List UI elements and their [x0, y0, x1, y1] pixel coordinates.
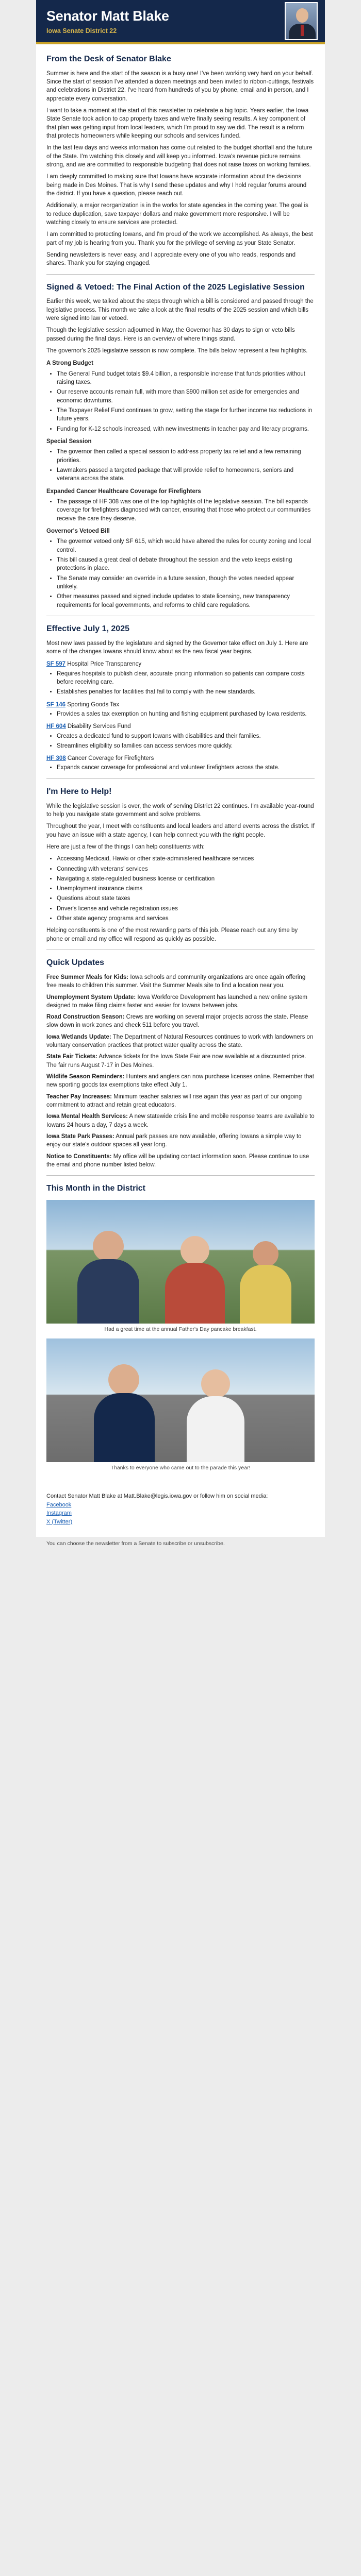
- effective-paragraph: Most new laws passed by the legislature and signed by the Governor take effect on July 1. Here are some of the changes Iowans should know about as the new fiscal year begins.: [46, 640, 308, 655]
- quick-update-title: Unemployment System Update:: [46, 994, 136, 1001]
- bill-title: Disability Services Fund: [67, 723, 131, 730]
- newsletter-footer: [36, 1487, 325, 1537]
- list-item: • Connecting with veterans' services: [57, 865, 315, 873]
- firefighter-heading: Expanded Cancer Healthcare Coverage for Firefighters: [46, 488, 201, 495]
- social-link-row: [46, 1510, 315, 1518]
- bill-link[interactable]: SF 146: [46, 701, 66, 708]
- senator-portrait: [285, 2, 318, 40]
- signed-paragraph: Though the legislative session adjourned in May, the Governor has 30 days to sign or veto bills passed during the final days. Here is an overview of where things stand.: [46, 327, 295, 342]
- signed-paragraph: Earlier this week, we talked about the steps through which a bill is considered and passed through the legislative process. This month we take a look at the final results of the 2025 session and which bills were signed into law or vetoed.: [46, 298, 314, 321]
- bill-link[interactable]: HF 604: [46, 723, 66, 730]
- photo-person: [94, 1393, 155, 1462]
- signed-paragraph: The governor's 2025 legislative session is now complete. The bills below represent a few highlights.: [46, 347, 308, 354]
- special-session-heading: Special Session: [46, 438, 92, 445]
- quick-update-text: Iowa Workforce Development has launched a new online system designed to make filing claims faster and easier for Iowans between jobs.: [46, 994, 308, 1009]
- desk-paragraph: In the last few days and weeks information has come out related to the budget shortfall and the future of the State. I'm watching this closely and will keep you informed. Iowa's revenue picture remains strong, and we are committed to responsible budgeting that does not raise taxes on working families.: [46, 145, 313, 168]
- list-item: • Funding for K-12 schools increased, with new investments in teacher pay and literacy programs.: [57, 425, 315, 433]
- divider: [46, 1175, 315, 1176]
- photo-person: [165, 1263, 225, 1324]
- photo-person: [201, 1369, 230, 1398]
- effective-title: Effective July 1, 2025: [46, 624, 129, 633]
- bill-list: [46, 732, 315, 751]
- list-item: • The Taxpayer Relief Fund continues to grow, setting the stage for further income tax reductions in future years.: [57, 406, 315, 423]
- photo-caption: Thanks to everyone who came out to the parade this year!: [110, 1465, 251, 1471]
- list-item: • The governor vetoed only SF 615, which would have altered the rules for county zoning and local control.: [57, 537, 315, 554]
- divider: [46, 778, 315, 779]
- photo-person: [93, 1231, 124, 1262]
- quick-update-title: Iowa State Park Passes:: [46, 1133, 114, 1140]
- special-session-list: [46, 448, 315, 483]
- quick-update-title: Iowa Mental Health Services:: [46, 1113, 128, 1120]
- list-item: • Unemployment insurance claims: [57, 885, 315, 893]
- quick-update: [46, 1013, 315, 1030]
- list-item: • Questions about state taxes: [57, 894, 315, 903]
- newsletter-header: [36, 0, 325, 44]
- district-photo: [46, 1200, 315, 1324]
- list-item: • Other measures passed and signed include updates to state licensing, new transparency requirements for local governments, and reforms to child care regulations.: [57, 592, 315, 609]
- help-list: [46, 855, 315, 923]
- list-item: • Lawmakers passed a targeted package that will provide relief to homeowners, seniors and veterans across the state.: [57, 466, 315, 483]
- bill-link[interactable]: HF 308: [46, 755, 66, 762]
- vetoed-list: [46, 537, 315, 609]
- unsubscribe-notice: You can choose the newsletter from a Senate to subscribe or unsubscribe.: [36, 1537, 325, 1551]
- list-item: • The governor then called a special session to address property tax relief and a few remaining priorities.: [57, 448, 315, 465]
- list-item: • Establishes penalties for facilities that fail to comply with the new standards.: [57, 688, 315, 696]
- quick-update-text: Crews are working on several major projects across the state. Please slow down in work zones and check 511 before you travel.: [46, 1014, 308, 1029]
- quick-update-text: Annual park passes are now available, offering Iowans a simple way to enjoy our state's outdoor spaces all year long.: [46, 1133, 302, 1148]
- list-item: • Our reserve accounts remain full, with more than $900 million set aside for emergencies and economic downturns.: [57, 388, 315, 405]
- desk-paragraph: Summer is here and the start of the season is a busy one! I've been working very hard on your behalf. Since the start of session I've attended a dozen meetings and been invited to ribbon-cuttings, festivals and celebrations in District 22. I've heard from hundreds of you by phone, email and in person, and I appreciate every conversation.: [46, 70, 314, 102]
- quick-updates-list: [46, 973, 315, 1170]
- list-item: • Driver's license and vehicle registration issues: [57, 905, 315, 913]
- quick-update: [46, 1073, 315, 1090]
- bill-list: [46, 670, 315, 697]
- quick-update-text: The Department of Natural Resources continues to work with landowners on voluntary conservation practices that protect water quality across the state.: [46, 1033, 314, 1049]
- list-item: • Navigating a state-regulated business license or certification: [57, 875, 315, 883]
- quick-update-title: State Fair Tickets:: [46, 1054, 97, 1060]
- quick-update-title: Free Summer Meals for Kids:: [46, 974, 129, 980]
- portrait-head: [296, 8, 308, 23]
- bill-heading: [46, 722, 315, 731]
- photo-person: [77, 1259, 139, 1324]
- help-paragraph: Throughout the year, I meet with constituents and local leaders and attend events across the district. If you have an issue with a state agency, I can help connect you with the right people.: [46, 823, 315, 838]
- quick-update: [46, 1033, 315, 1050]
- quick-update-title: Notice to Constituents:: [46, 1153, 112, 1160]
- quick-update: [46, 993, 315, 1010]
- senate-district: Iowa Senate District 22: [46, 27, 117, 35]
- social-link-row: [46, 1501, 315, 1510]
- photo-person: [253, 1241, 278, 1267]
- bill-title: Sporting Goods Tax: [67, 701, 120, 708]
- quick-update-text: My office will be updating contact information soon. Please continue to use the email and phone number listed below.: [46, 1153, 309, 1168]
- photo-person: [240, 1265, 291, 1324]
- help-paragraph: Helping constituents is one of the most rewarding parts of this job. Please reach out any time by phone or email and my office will respond as quickly as possible.: [46, 927, 298, 942]
- photo-caption: Had a great time at the annual Father's Day pancake breakfast.: [104, 1326, 257, 1333]
- bill-heading: [46, 660, 315, 668]
- senator-name: Senator Matt Blake: [46, 8, 169, 24]
- header-text: [46, 6, 169, 36]
- help-title: I'm Here to Help!: [46, 787, 112, 796]
- quick-update: [46, 1112, 315, 1129]
- contact-line: Contact Senator Matt Blake at Matt.Blake@legis.iowa.gov or follow him on social media:: [46, 1493, 268, 1499]
- divider: [46, 274, 315, 275]
- x-twitter-link[interactable]: X (Twitter): [46, 1518, 73, 1525]
- newsletter-body: [36, 44, 325, 1487]
- quick-update-title: Road Construction Season:: [46, 1014, 125, 1021]
- social-link-row: [46, 1518, 315, 1527]
- quick-update-title: Wildlife Season Reminders:: [46, 1074, 125, 1080]
- newsletter: [36, 0, 325, 1551]
- quick-update: [46, 1132, 315, 1149]
- list-item: • The Senate may consider an override in a future session, though the votes needed appear unlikely.: [57, 574, 315, 591]
- quick-update-title: Teacher Pay Increases:: [46, 1093, 112, 1100]
- instagram-link[interactable]: Instagram: [46, 1510, 72, 1517]
- list-item: • This bill caused a great deal of debate throughout the session and the veto keeps existing protections in place.: [57, 556, 315, 573]
- quick-update: [46, 973, 315, 990]
- photo-person: [187, 1396, 244, 1462]
- list-item: • Creates a dedicated fund to support Iowans with disabilities and their families.: [57, 732, 315, 740]
- portrait-tie: [301, 25, 304, 36]
- help-paragraph: While the legislative session is over, the work of serving District 22 continues. I'm available year-round to help you navigate state government and solve problems.: [46, 803, 314, 818]
- quick-updates-title: Quick Updates: [46, 958, 105, 968]
- vetoed-heading: Governor's Vetoed Bill: [46, 528, 110, 534]
- desk-title: From the Desk of Senator Blake: [46, 55, 171, 63]
- desk-paragraph: Sending newsletters is never easy, and I appreciate every one of you who reads, responds and shares. Thank you for staying engaged.: [46, 251, 296, 267]
- quick-update-text: A new statewide crisis line and mobile response teams are available to Iowans 24 hours a day, 7 days a week.: [46, 1113, 315, 1128]
- list-item: • Accessing Medicaid, Hawki or other state-administered healthcare services: [57, 855, 315, 863]
- facebook-link[interactable]: Facebook: [46, 1501, 72, 1508]
- list-item: • Streamlines eligibility so families can access services more quickly.: [57, 742, 315, 750]
- quick-update-text: Iowa schools and community organizations are once again offering free meals to children this summer. Visit the Summer Meals site to find a location near you.: [46, 974, 306, 989]
- list-item: • Provides a sales tax exemption on hunting and fishing equipment purchased by Iowa residents.: [57, 710, 315, 718]
- quick-update-text: Hunters and anglers can now purchase licenses online. Remember that new sporting goods tax exemptions take effect July 1.: [46, 1074, 314, 1089]
- quick-update-text: Minimum teacher salaries will rise again this year as part of our ongoing commitment to attract and retain great educators.: [46, 1093, 302, 1109]
- budget-list: [46, 370, 315, 433]
- quick-update-title: Iowa Wetlands Update:: [46, 1033, 111, 1040]
- desk-paragraph: I want to take a moment at the start of this newsletter to celebrate a big topic. Years earlier, the Iowa State Senate took action to cap property taxes and we're finally seeing results. A key component of that plan was getting input from local leaders, which I'm proud to say we did. The result is a reform that protects homeowners while keeping our schools and services funded.: [46, 108, 309, 140]
- bill-link[interactable]: SF 597: [46, 661, 66, 668]
- desk-paragraph: I am deeply committed to making sure that Iowans have accurate information about the decisions being made in Des Moines. That is why I send these updates and why I hold regular forums around the district. If you have a question, please reach out.: [46, 174, 307, 197]
- list-item: • Expands cancer coverage for professional and volunteer firefighters across the state.: [57, 764, 315, 772]
- quick-update: [46, 1093, 315, 1110]
- district-title: This Month in the District: [46, 1184, 145, 1193]
- budget-heading: A Strong Budget: [46, 360, 93, 367]
- quick-update-text: Advance tickets for the Iowa State Fair are now available at a discounted price. The fair runs August 7-17 in Des Moines.: [46, 1054, 306, 1069]
- list-item: • The passage of HF 308 was one of the top highlights of the legislative session. The bill expands coverage for firefighters diagnosed with cancer, ensuring that those who protect our communities receive the care they deserve.: [57, 498, 315, 523]
- signed-title: Signed & Vetoed: The Final Action of the 2025 Legislative Session: [46, 282, 305, 292]
- bill-title: Hospital Price Transparency: [67, 661, 142, 668]
- desk-paragraph: Additionally, a major reorganization is in the works for state agencies in the coming year. The goal is to reduce duplication, save taxpayer dollars and make government more responsive. I will be watching closely to ensure services are protected.: [46, 202, 308, 226]
- list-item: • Other state agency programs and services: [57, 914, 315, 923]
- bill-title: Cancer Coverage for Firefighters: [67, 755, 154, 762]
- desk-paragraph: I am committed to protecting Iowans, and I'm proud of the work we accomplished. As always, the best part of my job is hearing from you. Thank you for the privilege of serving as your State Senator.: [46, 231, 313, 246]
- list-item: • Requires hospitals to publish clear, accurate pricing information so patients can compare costs before receiving care.: [57, 670, 315, 687]
- photo-person: [108, 1364, 139, 1395]
- firefighter-list: [46, 498, 315, 523]
- photo-person: [180, 1236, 209, 1265]
- quick-update: [46, 1153, 315, 1170]
- bill-list: [46, 710, 315, 718]
- district-photo: [46, 1338, 315, 1462]
- help-paragraph: Here are just a few of the things I can help constituents with:: [46, 843, 205, 850]
- bill-heading: [46, 754, 315, 762]
- quick-update: [46, 1053, 315, 1070]
- list-item: • The General Fund budget totals $9.4 billion, a responsible increase that funds priorities without raising taxes.: [57, 370, 315, 387]
- bill-list: [46, 764, 315, 772]
- bill-heading: [46, 701, 315, 709]
